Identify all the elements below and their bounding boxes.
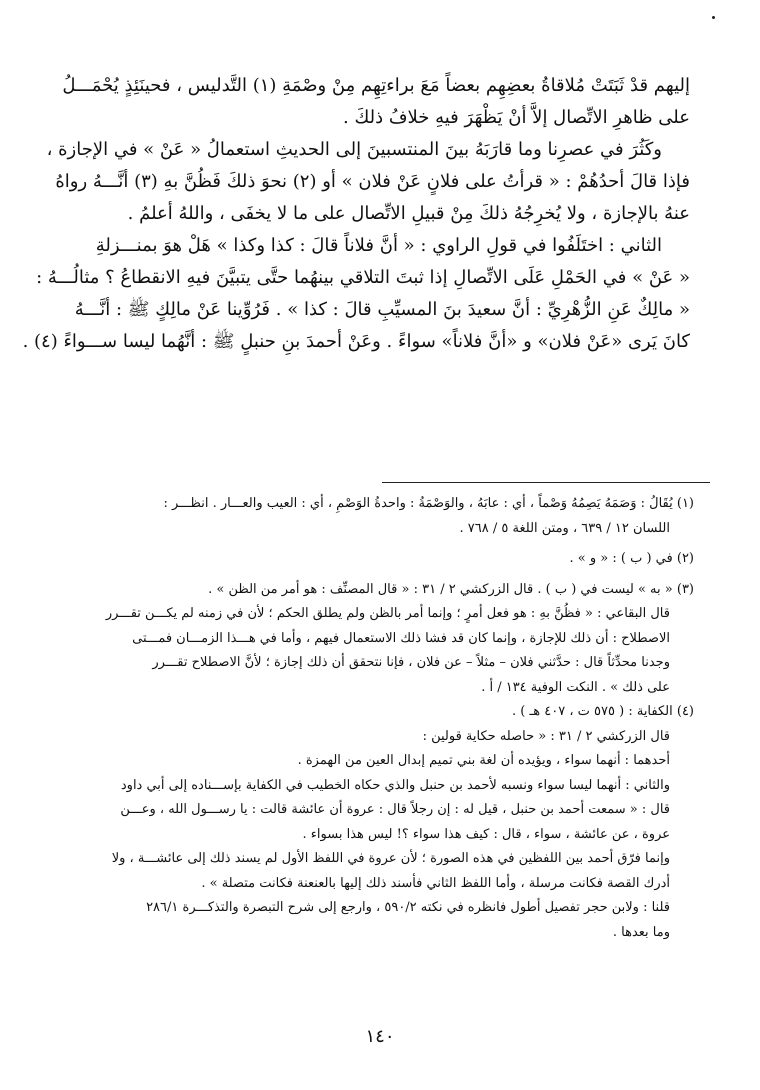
corner-dot bbox=[712, 16, 715, 19]
footnote-line-14: عروة ، عن عائشة ، سواء ، قال : كيف هذا سواء ؟! ليس هذا بسواء . bbox=[302, 826, 670, 842]
main-line-3: وكَثُرَ في عصرِنا وما قارَبَهُ بينَ المنتسبينَ إلى الحديثِ استعمالُ « عَنْ » في الإجازة ، bbox=[46, 139, 662, 160]
main-text bbox=[22, 70, 690, 358]
main-line-2: على ظاهرِ الاتِّصال إلاَّ أنْ يَظْهَرَ فيهِ خلافُ ذلكَ . bbox=[343, 107, 690, 128]
footnote-line-18: وما بعدها . bbox=[612, 924, 670, 940]
footnote-line-3: (٢) في ( ب ) : « و » . bbox=[569, 551, 694, 566]
footnote-line-11: أحدهما : أنهما سواء ، ويؤيده أن لغة بني تميم إبدال العين من الهمزة . bbox=[297, 753, 670, 768]
footnote-line-9: (٤) الكفاية : ( ٥٧٥ ت ، ٤٠٧ هـ ) . bbox=[511, 704, 694, 719]
footnote-line-6: الاصطلاح : أن ذلك للإجازة ، وإنما كان قد فشا ذلك الاستعمال فيهم ، وأما في هـــذا الزمـــان فمـــتى bbox=[132, 630, 670, 646]
footnote-line-10: قال الزركشي ٢ / ٣١ : « حاصله حكاية قولين : bbox=[422, 728, 670, 744]
footnotes bbox=[54, 492, 694, 945]
footnote-line-16: أدرك القصة فكانت مرسلة ، وأما اللفظ الثاني فأسند ذلك إليها بالعنعنة فكانت متصلة » . bbox=[201, 875, 670, 891]
main-line-9: كانَ يَرى «عَنْ فلان» و «أنَّ فلاناً» سواءً . وعَنْ أحمدَ بنِ حنبلٍ ﷺ : أنَّهُما ليسا ســـواءً (٤) . bbox=[22, 331, 690, 352]
footnote-line-4: (٣) « به » ليست في ( ب ) . قال الزركشي ٢ / ٣١ : « قال المصنِّف : هو أمر من الظن » . bbox=[208, 581, 694, 597]
main-line-1: إليهم قدْ ثَبَتَتْ مُلاقاةُ بعضِهِم بعضاً مَعَ براءتِهِم مِنْ وصْمَةِ (١) التَّدليس ، فحينَئِذٍ يُحْمَـــلُ bbox=[62, 75, 690, 96]
main-line-5: عنهُ بالإجازة ، ولا يُخرِجُهُ ذلكَ مِنْ قبيلِ الاتِّصال على ما لا يخفَى ، واللهُ أعلمُ . bbox=[127, 203, 690, 224]
footnote-line-13: قال : « سمعت أحمد بن حنبل ، قيل له : إن رجلاً قال : عروة أن عائشة قالت : يا رســـول الله ، وعـــن bbox=[120, 802, 670, 817]
footnote-line-17: قلنا : ولابن حجر تفصيل أطول فانظره في نكته ٥٩٠/٢ ، وارجع إلى شرح التبصرة والتذكـــرة ٢٨٦/١ bbox=[146, 900, 670, 915]
footnote-line-12: والثاني : أنهما ليسا سواء ونسبه لأحمد بن حنبل والذي حكاه الخطيب في الكفاية بإســـناده إلى أبي داود bbox=[120, 777, 670, 793]
footnote-line-15: وإنما فرّق أحمد بين اللفظين في هذه الصورة ؛ لأن عروة في اللفظ الأول لم يسند ذلك إلى عائشـــة ، ولا bbox=[111, 851, 670, 866]
main-line-4: فإذا قالَ أحدُهُمْ : « قرأتُ على فلانٍ عَنْ فلان » أو (٢) نحوَ ذلكَ فَظُنَّ بهِ (٣) أنَّـــهُ رواهُ bbox=[55, 171, 690, 192]
main-line-8: « مالِكٌ عَنِ الزُّهْرِيِّ : أنَّ سعيدَ بنَ المسيِّبِ قالَ : كذا » . فَرُوِّينا عَنْ مالِكٍ ﷺ : أنَّـــهُ bbox=[74, 299, 690, 320]
footnote-divider bbox=[382, 482, 710, 483]
page-number: ١٤٠ bbox=[365, 1026, 395, 1047]
main-line-6: الثاني : اختَلَفُوا في قولِ الراوي : « أنَّ فلاناً قالَ : كذا وكذا » هَلْ هوَ بمنـــزلةِ bbox=[95, 235, 662, 256]
footnote-line-7: وجدنا محدِّثاً قال : حدَّثني فلان – مثلاً – عن فلان ، فإنا نتحقق أن ذلك إجازة ؛ لأنَّ الاصطلاح تقـــرر bbox=[152, 655, 670, 670]
footnote-line-1: (١) يُقَالُ : وَصَمَهُ يَصِمُهُ وَصْماً ، أي : عابَهُ ، والوَصْمَةُ : واحدةُ الوَصْمِ ، أي : العيب والعـــار . انظـــر : bbox=[163, 496, 694, 511]
footnote-line-2: اللسان ١٢ / ٦٣٩ ، ومتن اللغة ٥ / ٧٦٨ . bbox=[459, 520, 670, 536]
main-line-7: « عَنْ » في الحَمْلِ عَلَى الاتِّصالِ إذا ثبتَ التلاقي بينهُما حتَّى يتبيَّنَ فيهِ الانقطاعُ ؟ مثالُـــهُ : bbox=[36, 267, 690, 288]
footnote-line-5: قال البقاعي : « فظُنَّ بهِ : هو فعل أمرٍ ؛ وإنما أمر بالظن ولم يطلق الحكم ؛ لأن في زمنه لم يكـــن تقـــرر bbox=[105, 606, 670, 621]
footnote-line-8: على ذلك » . النكت الوفية ١٣٤ / أ . bbox=[481, 679, 670, 695]
